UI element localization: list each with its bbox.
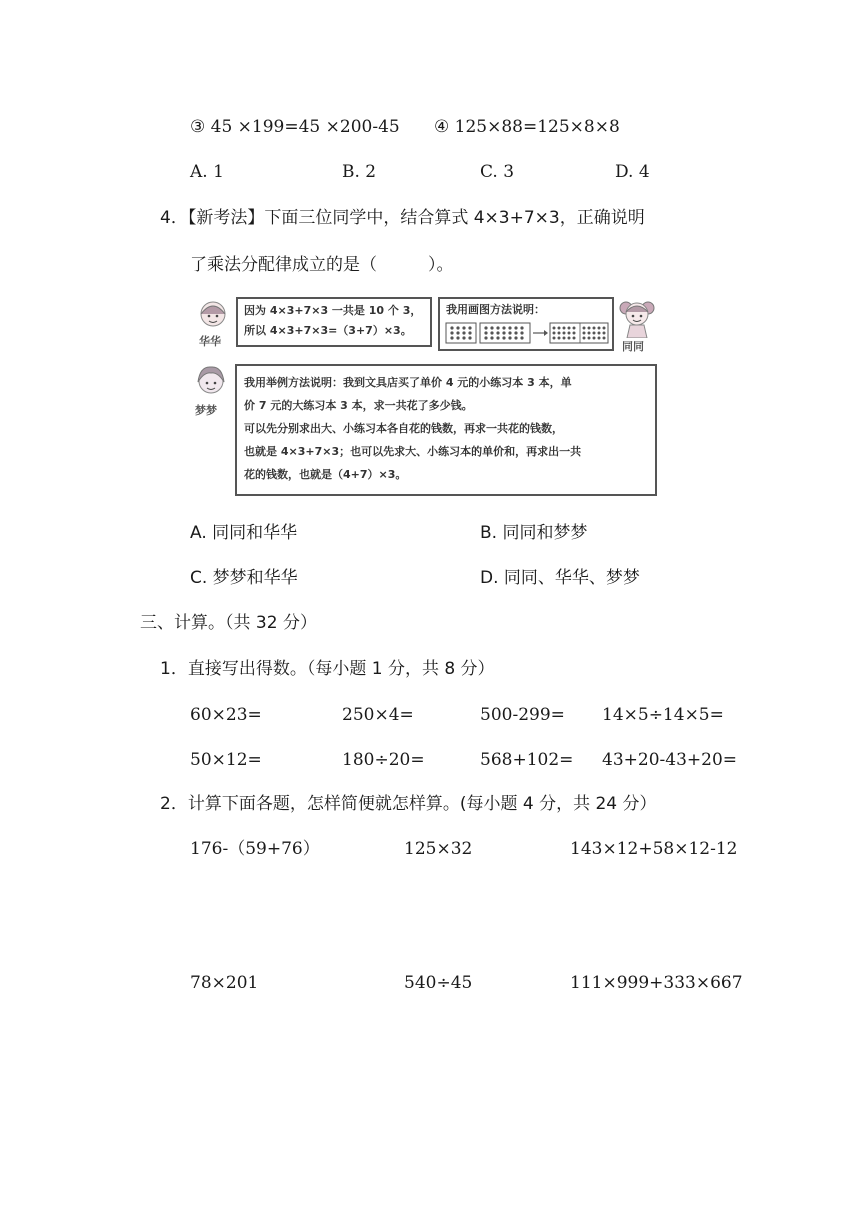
choice-a: A. 1: [190, 162, 224, 182]
mengmeng-line: 花的钱数，也就是（4+7）×3。: [244, 468, 407, 481]
oral-calc-item: 14×5÷14×5=: [602, 705, 724, 725]
calc-problem: 176-（59+76）: [190, 839, 320, 859]
oral-calc-item: 568+102=: [480, 750, 574, 770]
option-3: ③ 45 ×199=45 ×200-45: [190, 117, 400, 137]
choice-d: D. 4: [615, 162, 650, 182]
q4-choice-a: A. 同同和华华: [190, 523, 298, 543]
mengmeng-line: 也就是 4×3+7×3；也可以先求大、小练习本的单价和，再求出一共: [244, 445, 582, 458]
tongtong-avatar-icon: [618, 298, 656, 338]
mengmeng-line: 我用举例方法说明：我到文具店买了单价 4 元的小练习本 3 本，单: [244, 376, 572, 389]
part-2-title: 2．计算下面各题，怎样简便就怎样算。(每小题 4 分，共 24 分）: [160, 794, 657, 814]
calc-problem: 540÷45: [404, 973, 473, 993]
q4-choice-d: D. 同同、华华、梦梦: [480, 568, 640, 588]
mengmeng-speech-box: [235, 364, 657, 496]
calc-problem: 125×32: [404, 839, 473, 859]
mengmeng-line: 可以先分别求出大、小练习本各自花的钱数，再求一共花的钱数，: [244, 422, 563, 435]
mengmeng-line: 价 7 元的大练习本 3 本，求一共花了多少钱。: [244, 399, 473, 412]
option-4: ④ 125×88=125×8×8: [434, 117, 620, 137]
calc-problem: 78×201: [190, 973, 259, 993]
oral-calc-item: 43+20-43+20=: [602, 750, 738, 770]
oral-calc-item: 50×12=: [190, 750, 262, 770]
oral-calc-item: 180÷20=: [342, 750, 425, 770]
q4-choice-c: C. 梦梦和华华: [190, 568, 298, 588]
choice-c: C. 3: [480, 162, 515, 182]
question-4-line2: 了乘法分配律成立的是（ ）。: [190, 255, 454, 275]
part-1-title: 1．直接写出得数。（每小题 1 分，共 8 分）: [160, 659, 495, 679]
mengmeng-label: 梦梦: [195, 404, 217, 417]
oral-calc-item: 500-299=: [480, 705, 565, 725]
huahua-line2: 所以 4×3+7×3=（3+7）×3。: [244, 324, 412, 337]
choice-b: B. 2: [342, 162, 377, 182]
calc-problem: 143×12+58×12-12: [570, 839, 738, 859]
oral-calc-item: 250×4=: [342, 705, 414, 725]
mengmeng-avatar-icon: [194, 364, 228, 400]
tongtong-title: 我用画图方法说明：: [446, 303, 545, 316]
dot-array-diagram: [444, 321, 610, 347]
question-4-line1: 4．【新考法】下面三位同学中，结合算式 4×3+7×3，正确说明: [160, 208, 645, 228]
oral-calc-item: 60×23=: [190, 705, 262, 725]
section-3-heading: 三、计算。（共 32 分）: [140, 613, 317, 633]
q4-choice-b: B. 同同和梦梦: [480, 523, 588, 543]
calc-problem: 111×999+333×667: [570, 973, 743, 993]
huahua-line1: 因为 4×3+7×3 一共是 10 个 3，: [244, 304, 422, 317]
huahua-speech-box: [236, 297, 432, 347]
tongtong-label: 同同: [622, 340, 644, 353]
huahua-label: 华华: [199, 335, 221, 348]
huahua-avatar-icon: [196, 298, 230, 332]
tongtong-drawing-box: [438, 297, 614, 351]
